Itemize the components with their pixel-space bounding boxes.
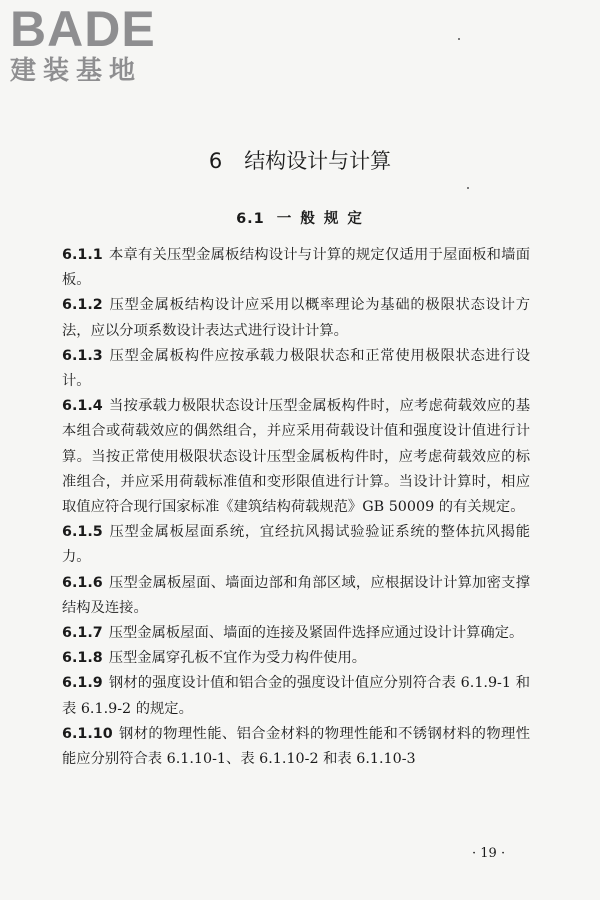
clause-paragraph xyxy=(62,293,530,343)
clause-number: 6.1.3 xyxy=(62,347,103,364)
logo-wordmark: BADE xyxy=(10,1,156,57)
chapter-title xyxy=(0,145,600,175)
logo-subtitle: 建装基地 xyxy=(10,56,143,86)
clause-number: 6.1.9 xyxy=(62,675,103,692)
clause-number: 6.1.1 xyxy=(62,247,103,263)
clause-text: 钢材的强度设计值和铝合金的强度设计值应分别符合表 6.1.9-1 和表 6.1.9-2 的规定。 xyxy=(62,675,530,717)
clause-paragraph xyxy=(62,671,530,721)
scan-speck xyxy=(458,38,460,40)
clause-text: 压型金属板结构设计应采用以概率理论为基础的极限状态设计方法，应以分项系数设计表达式进行设计计算。 xyxy=(62,297,530,339)
section-title xyxy=(0,207,600,228)
clause-number: 6.1.7 xyxy=(62,625,103,642)
document-body xyxy=(62,243,530,772)
page-number: · 19 · xyxy=(472,846,506,861)
clause-number: 6.1.5 xyxy=(62,524,103,541)
clause-number: 6.1.4 xyxy=(62,398,103,415)
clause-paragraph xyxy=(62,621,530,646)
clause-text: 压型金属板屋面系统，宜经抗风揭试验验证系统的整体抗风揭能力。 xyxy=(62,524,530,566)
clause-paragraph xyxy=(62,646,530,671)
clause-text: 压型金属板构件应按承载力极限状态和正常使用极限状态进行设计。 xyxy=(62,347,530,390)
section-number: 6.1 xyxy=(236,211,265,227)
chapter-title-text: 结构设计与计算 xyxy=(244,149,392,173)
clause-paragraph xyxy=(62,243,530,293)
section-title-text: 一 般 规 定 xyxy=(276,211,364,227)
clause-paragraph xyxy=(62,520,530,570)
clause-paragraph xyxy=(62,571,530,621)
clause-number: 6.1.2 xyxy=(62,297,103,314)
clause-number: 6.1.10 xyxy=(62,725,113,742)
clause-text: 压型金属穿孔板不宜作为受力构件使用。 xyxy=(108,650,367,667)
clause-text: 压型金属板屋面、墙面边部和角部区域，应根据设计计算加密支撑结构及连接。 xyxy=(62,574,530,616)
clause-paragraph xyxy=(62,394,530,520)
clause-text: 压型金属板屋面、墙面的连接及紧固件选择应通过设计计算确定。 xyxy=(108,625,524,642)
scan-speck xyxy=(467,187,469,189)
clause-text: 当按承载力极限状态设计压型金属板构件时，应考虑荷载效应的基本组合或荷载效应的偶然组合，并应采用荷载设计值和强度设计值进行计算。当按正常使用极限状态设计压型金属板构件时，应考虑荷载效应的标准组合，并应采用荷载标准值和变形限值进行计算。当设计计算时，相应取值应符合现行国家标准《建筑结构荷载规范》GB 50009 的有关规定。 xyxy=(62,398,530,516)
clause-text: 钢材的物理性能、铝合金材料的物理性能和不锈钢材料的物理性能应分别符合表 6.1.10-1、表 6.1.10-2 和表 6.1.10-3 xyxy=(62,725,530,768)
clause-text: 本章有关压型金属板结构设计与计算的规定仅适用于屋面板和墙面板。 xyxy=(62,247,530,289)
clause-paragraph xyxy=(62,722,530,772)
clause-number: 6.1.8 xyxy=(62,650,103,667)
clause-paragraph xyxy=(62,344,530,394)
clause-number: 6.1.6 xyxy=(62,574,103,591)
chapter-number: 6 xyxy=(208,149,223,173)
bade-logo xyxy=(10,1,180,86)
